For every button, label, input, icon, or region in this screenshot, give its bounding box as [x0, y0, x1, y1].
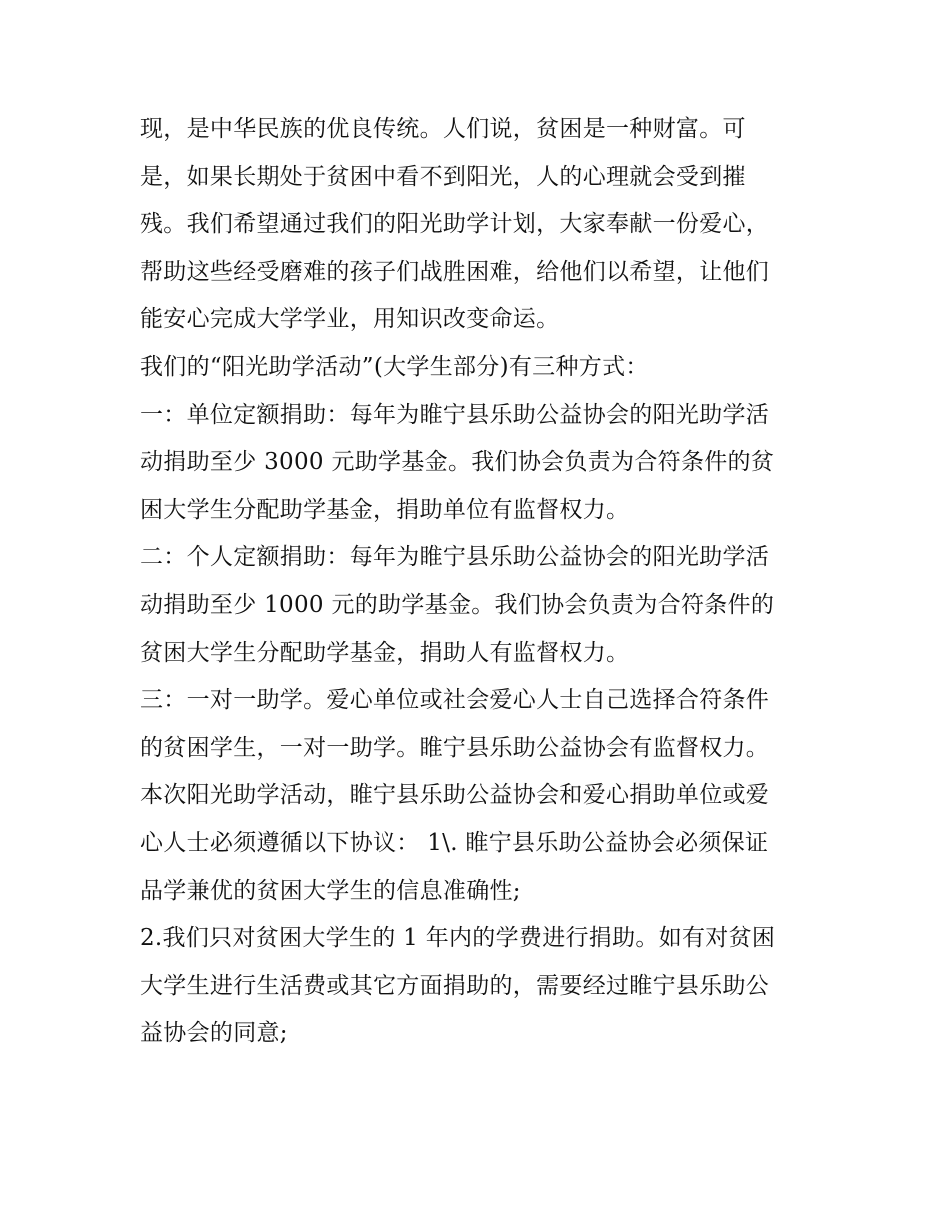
text-line: 三：一对一助学。爱心单位或社会爱心人士自己选择合符条件 [140, 687, 770, 714]
text-line: 益协会的同意; [140, 1020, 288, 1047]
text-line: 大学生进行生活费或其它方面捐助的，需要经过睢宁县乐助公 [140, 972, 770, 999]
text-line: 我们的“阳光助学活动”(大学生部分)有三种方式： [140, 353, 649, 380]
text-line: 动捐助至少 3000 元助学基金。我们协会负责为合符条件的贫 [140, 449, 775, 476]
text-line: 残。我们希望通过我们的阳光助学计划，大家奉献一份爱心， [140, 211, 770, 238]
text-line: 二：个人定额捐助：每年为睢宁县乐助公益协会的阳光助学活 [140, 544, 770, 571]
text-line: 一：单位定额捐助：每年为睢宁县乐助公益协会的阳光助学活 [140, 401, 770, 428]
text-line: 2.我们只对贫困大学生的 1 年内的学费进行捐助。如有对贫困 [140, 925, 776, 952]
text-line: 心人士必须遵循以下协议： 1\. 睢宁县乐助公益协会必须保证 [140, 829, 769, 856]
text-line: 帮助这些经受磨难的孩子们战胜困难，给他们以希望，让他们 [140, 258, 770, 285]
text-line: 贫困大学生分配助学基金，捐助人有监督权力。 [140, 639, 630, 666]
text-line: 是，如果长期处于贫困中看不到阳光，人的心理就会受到摧 [140, 163, 746, 190]
text-line: 能安心完成大学学业，用知识改变命运。 [140, 306, 560, 333]
text-line: 困大学生分配助学基金，捐助单位有监督权力。 [140, 496, 630, 523]
text-line: 本次阳光助学活动，睢宁县乐助公益协会和爱心捐助单位或爱 [140, 782, 770, 809]
body-text [140, 106, 820, 1058]
text-line: 动捐助至少 1000 元的助学基金。我们协会负责为合符条件的 [140, 591, 775, 618]
text-line: 现，是中华民族的优良传统。人们说，贫困是一种财富。可 [140, 116, 746, 142]
text-line: 品学兼优的贫困大学生的信息准确性; [140, 877, 521, 904]
text-line: 的贫困学生，一对一助学。睢宁县乐助公益协会有监督权力。 [140, 734, 770, 761]
